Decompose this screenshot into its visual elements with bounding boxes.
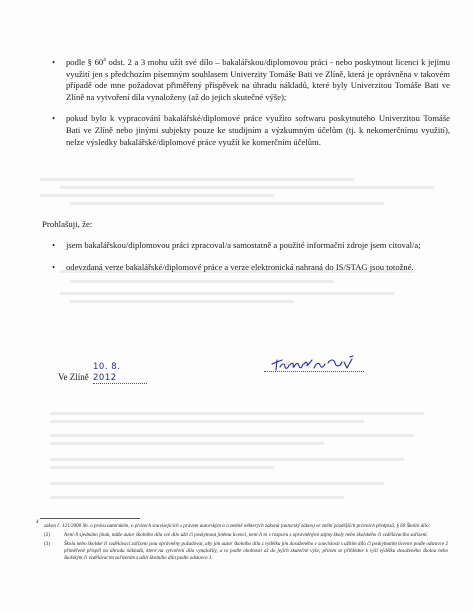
footnote-text: zákon č. 121/2000 Sb. o právu autorském, o právech souvisejících s právem autorským a o změně některých zákonů (autorský zákon) ve znění pozdějších právních předpisů, § 60 Školní dílo: — [44, 523, 431, 529]
list-item — [52, 113, 450, 148]
bullet-icon: • — [52, 240, 56, 250]
declaration-heading: Prohlašuji, že: — [42, 219, 93, 229]
list-item — [52, 240, 450, 252]
footnotes — [36, 520, 448, 562]
list-item-text-rest: odst. 2 a 3 mohu užít své dílo – bakalářskou/diplomovou práci - nebo poskytnout licenci k jejímu využití jen s předchozím písemným souhlasem Univerzity Tomáše Bati ve Zlíně, která je oprávněna v takovém případě ode mne požadovat přiměřený příspěvek na úhradu nákladů, které byly Univerzitou Tomáše Bati ve Zlíně na vytvoření díla vynaloženy (až do jejich skutečné výše); — [66, 57, 450, 102]
footnote-separator — [40, 518, 140, 519]
bleed-through-line — [50, 496, 344, 499]
footnote-paragraph — [44, 541, 448, 562]
list-item-text: jsem bakalářskou/diplomovou práci zpracoval/a samostatně a použité informační zdroje jsem citoval/a; — [66, 240, 421, 250]
list-item-text: odevzdaná verze bakalářské/diplomové práce a verze elektronická nahraná do IS/STAG jsou totožné. — [66, 261, 414, 272]
list-item — [52, 261, 450, 274]
place-date-line — [58, 361, 147, 384]
bleed-through-line — [40, 194, 274, 197]
paragraph-text: Škola nebo školské či vzdělávací zařízení jsou oprávněny požadovat, aby jim autor školního díla z výdělku jím dosaženého v souvislosti s užitím díla či poskytnutím licence podle odstavce 2 přiměřeně přispěl na úhradu nákladů, které na vytvoření díla vynaložily, a to podle okolností až do jejich skutečné výše; přitom se přihlédne k výši výdělku dosaženého školou nebo školským či vzdělávacím zařízením z užití školního díla podle odstavce 1. — [64, 541, 448, 561]
bullet-icon: • — [52, 113, 56, 124]
bleed-through-line — [50, 434, 414, 437]
bleed-through-line — [50, 442, 324, 445]
bleed-through-line — [50, 412, 424, 415]
bleed-through-line — [70, 202, 384, 205]
footnote-marker: 4 — [103, 57, 106, 64]
paragraph-number: (2) — [44, 532, 50, 538]
bullet-icon: • — [52, 261, 56, 272]
bleed-through-line — [60, 186, 434, 189]
paragraph-number: (3) — [44, 541, 50, 547]
declaration-list — [52, 240, 450, 273]
place-label: Ve Zlíně — [58, 372, 89, 382]
list-item — [52, 57, 450, 103]
bleed-through-line — [50, 466, 274, 469]
date-field — [93, 361, 147, 384]
bleed-through-line — [50, 482, 384, 485]
footnote-paragraph — [44, 532, 448, 539]
date-value: 10. 8. 2012 — [93, 362, 121, 383]
bleed-through-line — [40, 178, 354, 181]
list-item-text-start: podle § 60 — [66, 57, 104, 67]
bullet-icon: • — [52, 57, 56, 67]
footnote: 4 zákon č. 121/2000 Sb. o právu autorském, o právech souvisejících s právem autorským a o změně některých zákonů (autorský zákon) ve znění pozdějších právních předpisů, § 60 Školní dílo: — [36, 523, 448, 530]
bleed-through-line — [60, 292, 394, 295]
bleed-through-line — [70, 300, 294, 303]
paragraph-text: Není-li sjednáno jinak, může autor školního díla své dílo užít či poskytnout jinému licenci, není-li to v rozporu s oprávněnými zájmy školy nebo školského či vzdělávacího zařízení. — [64, 532, 428, 538]
list-item-text-start: pokud bylo k vypracování bakalářské/diplomové práce využito softwaru poskytnutého Univerzitou Tomáše Bati ve Zlíně nebo jinými subjekty pouze ke studijním a výzkumným účelům (tj. k nekomerčnímu využití), nelze výsledky bakalářské/diplomové práce využít ke komerčním účelům. — [66, 113, 450, 147]
license-conditions-list — [52, 57, 450, 148]
bleed-through-line — [50, 458, 404, 461]
signature-line — [264, 371, 364, 372]
bleed-through-line — [50, 420, 364, 423]
bleed-through-line — [70, 280, 334, 283]
